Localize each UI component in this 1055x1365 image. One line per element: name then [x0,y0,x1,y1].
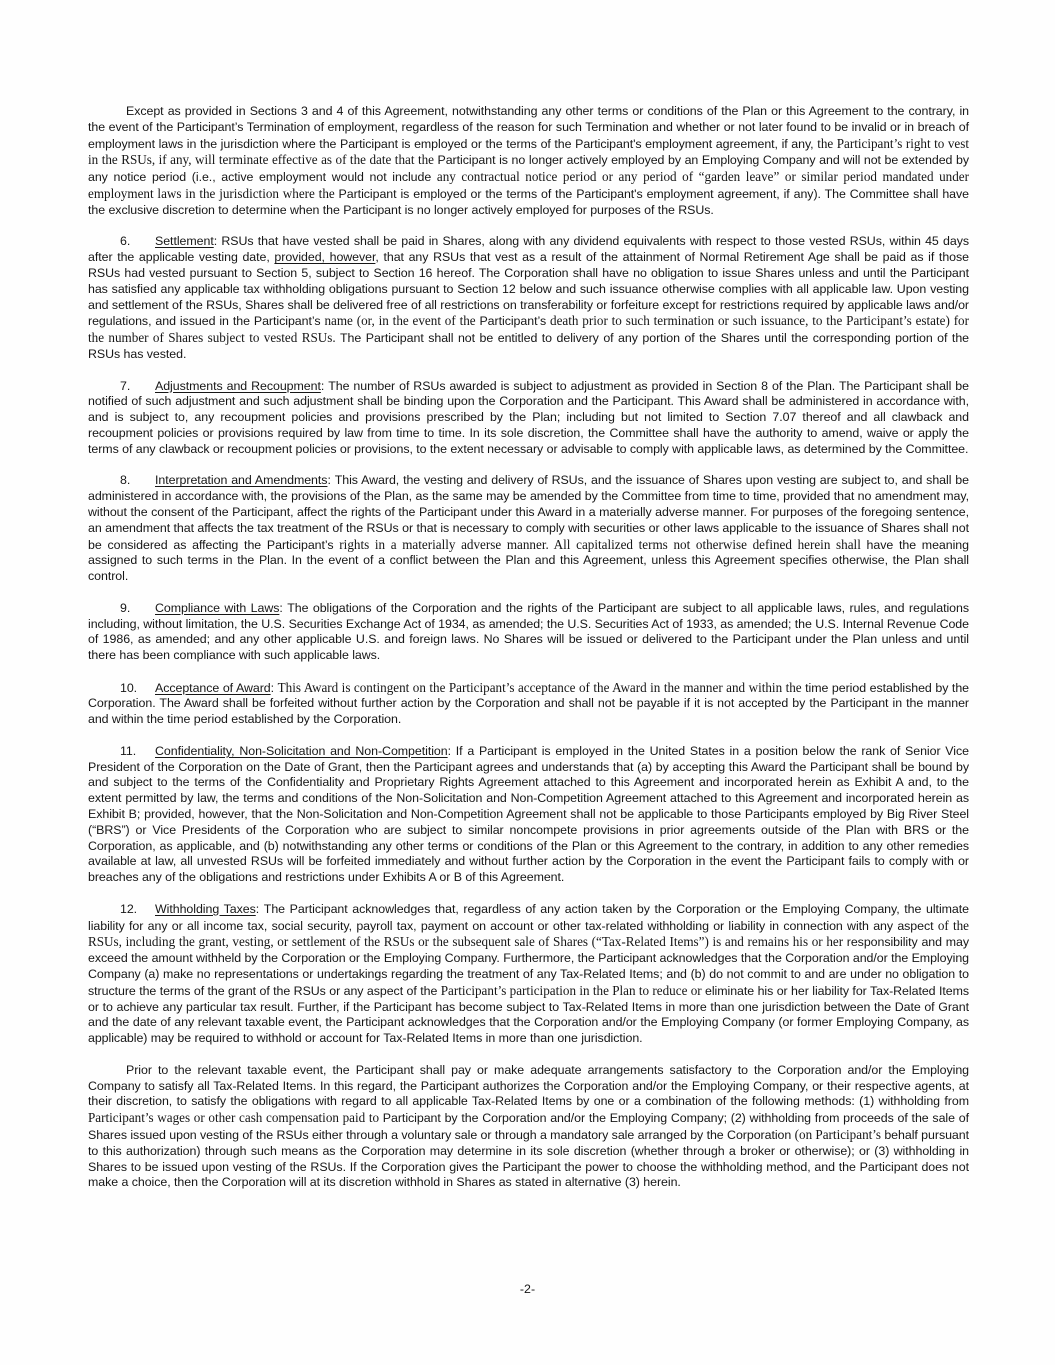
section-number: 12. [120,901,138,916]
section-heading: Withholding Taxes [155,901,256,916]
text-run: If a Participant is employed in the United States in a position below the rank of Senior Vice President of the Corporation on the Date of Grant, then the Participant agrees and understands that (a) by accepting this Award the Participant shall be bound by and subject to the terms of the Confidentiality and Proprietary Rights Agreement attached to this Agreement and incorporated herein as Exhibit A and, to the extent permitted by law, the terms and conditions of the Non-Solicitation and Non-Competition Agreement attached to this Agreement and incorporated herein as Exhibit B; provided, however, that the Non-Solicitation and Non-Competition Agreement shall not be applicable to those Participants employed by Big River Steel (“BRS”) or Vice Presidents of the Corporation who are subject to similar noncompete provisions in prior agreements outside of the Plan with BRS or the Corporation, as applicable, and (b) notwithstanding any other terms or conditions of the Plan or this Agreement to the contrary, in addition to any other remedies available at law, all unvested RSUs will be forfeited immediately and without further action by the Corporation in the event the Participant fails to comply with or breaches any of the obligations and restrictions under Exhibits A or B of this Agreement. [88,743,969,885]
text-run: name (or, in the event of the [324,313,480,329]
text-run: Participant is employed or the terms of the Participant's employment agreement, if any). The Committee shall have the exclusive discretion to determine when the Participant is no longer actively employed for purposes of the RSUs. [88,186,969,217]
section-heading: Interpretation and Amendments [155,473,328,488]
text-run: death prior to such termination or such issuance, to the Participant’s estate) for the number of Shares subject to vested RSUs. [88,313,969,346]
section-heading: Settlement [155,234,214,249]
text-run: Participant by the Corporation and/or the Employing Company; (2) withholding from proceeds of the sale of Shares issued upon vesting of the RSUs either through a voluntary sale or through a mandatory sale arranged by the Corporation [88,1111,969,1142]
section-paragraph-9: 9. Compliance with Laws: The obligations of the Corporation and the rights of the Participant are subject to all applicable laws, rules, and regulations including, without limitation, the U.S. Securities Exchange Act of 1934, as amended; the U.S. Securities Act of 1933, as amended; the U.S. Internal Revenue Code of 1986, as amended; and any other applicable U.S. and foreign laws. No Shares will be issued or delivered to the Participant under the Plan unless and until there has been compliance with such applicable laws. [88,600,969,663]
text-run: behalf pursuant to this authorization) through such means as the Corporation may determine in its sole discretion (whether through a broker or otherwise); or (3) withholding in Shares to be issued upon vesting of the RSUs. If the Corporation gives the Participant the power to choose the withholding method, and the Participant does not make a choice, then the Corporation will at its discretion withhold in Shares as stated in alternative (3) herein. [88,1128,970,1190]
section-paragraph-11: 11. Confidentiality, Non-Solicitation and Non-Competition: If a Participant is employed in the United States in a position below the rank of Senior Vice President of the Corporation on the Date of Grant, then the Participant agrees and understands that (a) by accepting this Award the Participant shall be bound by and subject to the terms of the Confidentiality and Proprietary Rights Agreement attached to this Agreement and incorporated herein as Exhibit A and, to the extent permitted by law, the terms and conditions of the Non-Solicitation and Non-Competition Agreement attached to this Agreement and incorporated herein as Exhibit B; provided, however, that the Non-Solicitation and Non-Competition Agreement shall not be applicable to those Participants employed by Big River Steel (“BRS”) or Vice Presidents of the Corporation who are subject to similar noncompete provisions in prior agreements outside of the Plan with BRS or the Corporation, as applicable, and (b) notwithstanding any other terms or conditions of the Plan or this Agreement to the contrary, in addition to any other remedies available at law, all unvested RSUs will be forfeited immediately and without further action by the Corporation in the event the Participant fails to comply with or breaches any of the obligations and restrictions under Exhibits A or B of this Agreement. [88,743,969,885]
body-paragraph-0 [88,104,969,219]
text-run: the Participant’s right to vest in the RSUs, if any, will terminate effective as of the date that the [88,135,969,168]
text-run: provided, however [274,250,376,265]
document-body [88,104,969,1207]
text-run: The obligations of the Corporation and the rights of the Participant are subject to all applicable laws, rules, and regulations including, without limitation, the U.S. Securities Exchange Act of 1934, as amended; the U.S. Securities Act of 1933, as amended; the U.S. Internal Revenue Code of 1986, as amended; and any other applicable U.S. and foreign laws. No Shares will be issued or delivered to the Participant under the Plan unless and until there has been compliance with such applicable laws. [88,600,969,663]
text-run: Prior to the relevant taxable event, the Participant shall pay or make adequate arrangements satisfactory to the Corporation and/or the Employing Company to satisfy all Tax-Related Items. In this regard, the Participant authorizes the Corporation and/or the Employing Company, or their respective agents, at their discretion, to satisfy the obligations with regard to all applicable Tax-Related Items by one or a combination of the following methods: (1) withholding from [88,1062,969,1109]
text-run: have the meaning assigned to such terms in the Plan. In the event of a conflict between the Plan and this Agreement, unless this Agreement specifies otherwise, the Plan shall control. [88,537,969,584]
text-run: Participant’s participation in the Plan to reduce or [440,982,705,998]
text-run: The number of RSUs awarded is subject to adjustment as provided in Section 8 of the Plan. The Participant shall be notified of such adjustment and such adjustment shall be binding upon the Corporation and the Participant. This Award shall be administered in accordance with, and is subject to, any recoupment policies and provisions prescribed by the Plan; including but not limited to Section 7.07 thereof and all clawback and recoupment policies or provisions required by law from time to time. In its sole discretion, the Committee shall have the authority to amend, waive or apply the terms of any clawback or recoupment policies or provisions, to the extent necessary or advisable to comply with applicable laws, as determined by the Committee. [88,378,969,456]
section-number: 9. [120,600,131,615]
text-run: rights in a materially adverse manner. All capitalized terms not otherwise defined herein shall [339,536,867,552]
section-number: 11. [120,743,137,758]
section-heading: Confidentiality, Non-Solicitation and Non-Competition [155,743,448,758]
text-run: Participant is no longer actively employed by an Employing Company and will not be extended by any notice period (i.e., active employment would not include [88,153,969,185]
section-paragraph-7: 7. Adjustments and Recoupment: The number of RSUs awarded is subject to adjustment as provided in Section 8 of the Plan. The Participant shall be notified of such adjustment and such adjustment shall be binding upon the Corporation and the Participant. This Award shall be administered in accordance with, and is subject to, any recoupment policies and provisions prescribed by the Plan; including but not limited to Section 7.07 thereof and all clawback and recoupment policies or provisions required by law from time to time. In its sole discretion, the Committee shall have the authority to amend, waive or apply the terms of any clawback or recoupment policies or provisions, to the extent necessary or advisable to comply with applicable laws, as determined by the Committee. [88,378,969,456]
text-run: of the RSUs, including the grant, vesting, or settlement of the RSUs or the subsequent sale of Shares (“Tax-Related Items”) is and remains his or her [88,917,970,950]
text-run: responsibility and may exceed the amount withheld by the Corporation or the Employing Company. Furthermore, the Participant acknowledges that the Corporation and/or the Employing Company (a) make no representations or undertakings regarding the treatment of any Tax-Related Items; and (b) do not commit to and are under no obligation to structure the terms of the grant of the RSUs or any aspect of the [88,935,970,998]
text-run: (on Participant’s [794,1127,885,1142]
section-number: 10. [120,680,138,695]
text-run: any contractual notice period or any period of “garden leave” or similar period mandated under employment laws in the jurisdiction where the [88,169,969,201]
body-paragraph-8 [88,1063,969,1191]
text-run: The Participant shall not be entitled to delivery of any portion of the Shares until the corresponding portion of the RSUs has vested. [88,331,969,361]
text-run: Participant’s [479,314,551,329]
text-run: eliminate his or her liability for Tax-Related Items or to achieve any particular tax result. Further, if the Participant has become subject to Tax-Related Items in more than one jurisdiction between the Date of Grant and the date of any relevant taxable event, the Participant acknowledges that the Corporation and/or the Employing Company (or former Employing Company, as applicable) may be required to withhold or account for Tax-Related Items in more than one jurisdiction. [88,983,970,1046]
text-run: This Award is contingent on the Participant’s acceptance of the Award in the manner and within the [277,679,806,695]
section-number: 7. [120,378,131,393]
section-heading: Acceptance of Award [155,680,271,695]
text-run: Participant’s wages or other cash compensation paid to [88,1110,383,1126]
section-heading: Compliance with Laws [155,600,280,615]
text-run: This Award, the vesting and delivery of RSUs, and the issuance of Shares upon vesting are subject to, and shall be administered in accordance with, the provisions of the Plan, as the same may be amended by the Committee from time to time, provided that no amendment may, without the consent of the Participant, affect the rights of the Participant under this Award in a materially adverse manner. For purposes of the foregoing sentence, an amendment that affects the tax treatment of the RSUs or that is necessary to comply with securities or other laws applicable to the issuance of Shares shall not be considered as affecting the Participant’s [88,473,969,552]
text-run: , that any RSUs that vest as a result of the attainment of Normal Retirement Age shall be paid as if those RSUs had vested pursuant to Section 5, subject to Section 16 hereof. The Corporation shall have no obligation to issue Shares unless and until the Participant has satisfied any applicable tax withholding obligations pursuant to Section 12 below and such issuance otherwise complies with all applicable law. Upon vesting and settlement of the RSUs, Shares shall be delivered free of all restrictions on transferability or forfeiture except for restrictions required by applicable laws and/or regulations, and issued in the Participant’s [88,250,969,329]
text-run: Except as provided in Sections 3 and 4 of this Agreement, notwithstanding any other terms or conditions of the Plan or this Agreement to the contrary, in the event of the Participant’s Termination of employment, regardless of the reason for such Termination and whether or not later found to be invalid or in breach of employment laws in the jurisdiction where the Participant is employed or the terms of the Participant's employment agreement, if any, [88,104,969,151]
page-number: -2- [519,1282,536,1296]
text-run: RSUs that have vested shall be paid in Shares, along with any dividend equivalents with respect to those vested RSUs, within 45 days after the applicable vesting date, [88,234,969,265]
section-paragraph-12: 12. Withholding Taxes: The Participant acknowledges that, regardless of any action taken by the Corporation or the Employing Company, the ultimate liability for any or all income tax, social security, payroll tax, payment on account or other tax-related withholding or liability in connection with any aspect of the RSUs, including the grant, vesting, or settlement of the RSUs or the subsequent sale of Shares (“Tax-Related Items”) is and remains his or her responsibility and may exceed the amount withheld by the Corporation or the Employing Company. Furthermore, the Participant acknowledges that the Corporation and/or the Employing Company (a) make no representations or undertakings regarding the treatment of any Tax-Related Items; and (b) do not commit to and are under no obligation to structure the terms of the grant of the RSUs or any aspect of the Participant’s participation in the Plan to reduce or eliminate his or her liability for Tax-Related Items or to achieve any particular tax result. Further, if the Participant has become subject to Tax-Related Items in more than one jurisdiction between the Date of Grant and the date of any relevant taxable event, the Participant acknowledges that the Corporation and/or the Employing Company (or former Employing Company, as applicable) may be required to withhold or account for Tax-Related Items in more than one jurisdiction. [88,901,970,1046]
text-run: The Participant acknowledges that, regardless of any action taken by the Corporation or the Employing Company, the ultimate liability for any or all income tax, social security, payroll tax, payment on account or other tax-related withholding or liability in connection with any aspect [88,901,969,933]
section-paragraph-6: 6. Settlement: RSUs that have vested shall be paid in Shares, along with any dividend equivalents with respect to those vested RSUs, within 45 days after the applicable vesting date, provided, however, that any RSUs that vest as a result of the attainment of Normal Retirement Age shall be paid as if those RSUs had vested pursuant to Section 5, subject to Section 16 hereof. The Corporation shall have no obligation to issue Shares unless and until the Participant has satisfied any applicable tax withholding obligations pursuant to Section 12 below and such issuance otherwise complies with all applicable law. Upon vesting and settlement of the RSUs, Shares shall be delivered free of all restrictions on transferability or forfeiture except for restrictions required by applicable laws and/or regulations, and issued in the Participant’s name (or, in the event of the Participant’s death prior to such termination or such issuance, to the Participant’s estate) for the number of Shares subject to vested RSUs. The Participant shall not be entitled to delivery of any portion of the Shares until the corresponding portion of the RSUs has vested. [88,234,969,361]
section-paragraph-10: 10. Acceptance of Award: This Award is contingent on the Participant’s acceptance of the Award in the manner and within the time period established by the Corporation. The Award shall be forfeited without further action by the Corporation and shall not be payable if it is not accepted by the Participant in the manner and within the time period established by the Corporation. [88,679,970,727]
section-number: 6. [120,234,131,249]
section-paragraph-8: 8. Interpretation and Amendments: This Award, the vesting and delivery of RSUs, and the issuance of Shares upon vesting are subject to, and shall be administered in accordance with, the provisions of the Plan, as the same may be amended by the Committee from time to time, provided that no amendment may, without the consent of the Participant, affect the rights of the Participant under this Award in a materially adverse manner. For purposes of the foregoing sentence, an amendment that affects the tax treatment of the RSUs or that is necessary to comply with securities or other laws applicable to the issuance of Shares shall not be considered as affecting the Participant’s rights in a materially adverse manner. All capitalized terms not otherwise defined herein shall have the meaning assigned to such terms in the Plan. In the event of a conflict between the Plan and this Agreement, unless this Agreement specifies otherwise, the Plan shall control. [88,473,969,584]
section-heading: Adjustments and Recoupment [155,378,321,393]
section-number: 8. [120,473,131,488]
text-run: time period established by the Corporation. The Award shall be forfeited without further action by the Corporation and shall not be payable if it is not accepted by the Participant in the manner and within the time period established by the Corporation. [88,680,970,727]
